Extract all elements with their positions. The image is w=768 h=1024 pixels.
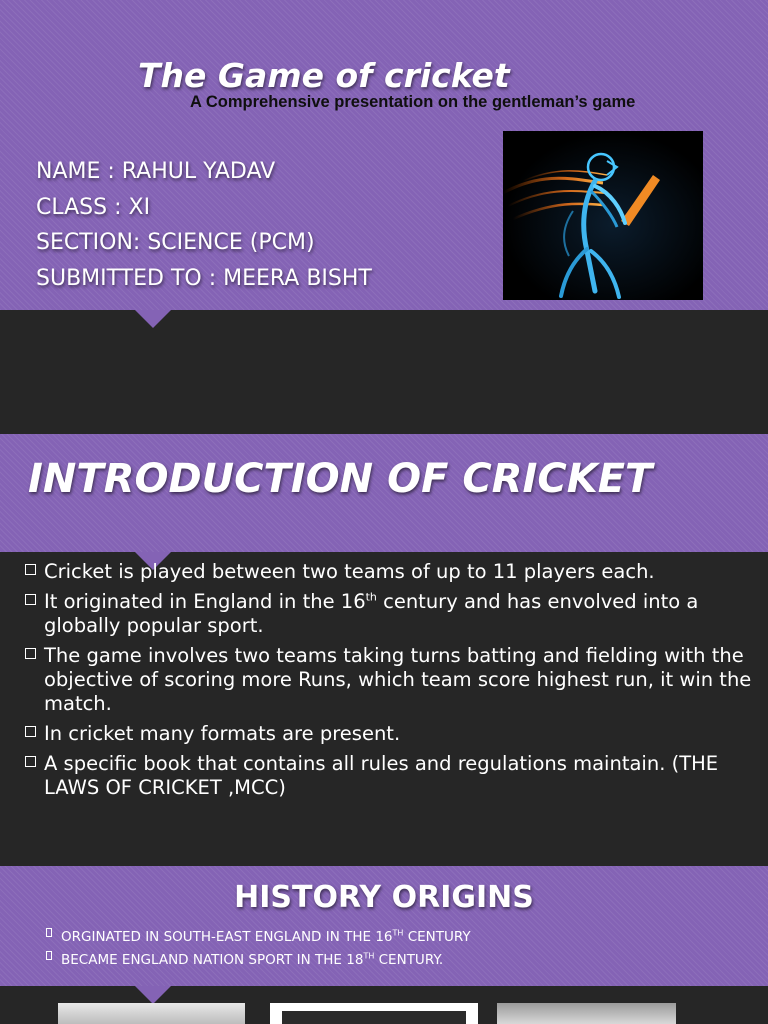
slide3-bullet-list [44,926,471,972]
list-item [22,590,757,638]
history-photo-1 [58,1003,245,1024]
bullet-text [44,590,757,638]
slide1-info-block [36,154,372,296]
info-class: CLASS : XI [36,194,151,220]
bullet-text: The game involves two teams taking turns batting and fielding with the objective of scoring more Runs, which team score highest run, it win the match. [44,644,752,715]
slide3-title: HISTORY ORIGINS [234,880,534,915]
list-item [22,644,757,716]
info-submitted-to: SUBMITTED TO : MEERA BISHT [36,265,372,291]
bullet-text-part: CENTURY [403,929,471,945]
list-item [44,926,471,949]
square-bullet-icon [25,564,36,575]
ordinal-suffix: th [365,590,377,604]
list-item [22,560,757,584]
square-bullet-icon [25,726,36,737]
history-photo-2 [270,1003,478,1024]
square-bullet-icon [25,594,36,605]
cricket-batsman-icon [503,131,703,300]
square-bullet-icon [46,951,52,960]
bullet-text [61,952,443,968]
bullet-text-part: ORGINATED IN SOUTH-EAST ENGLAND IN THE 16 [61,929,393,945]
list-item [44,949,471,972]
slide3-notch [135,986,171,1004]
square-bullet-icon [46,928,52,937]
bullet-text-part: It originated in England in the 16 [44,590,366,613]
bullet-text-part: CENTURY. [374,952,444,968]
bullet-text-part: century and has envolved into a globally popular sport. [44,590,699,637]
bullet-text [61,929,471,945]
ordinal-suffix: TH [392,928,404,938]
square-bullet-icon [25,756,36,767]
bullet-text: In cricket many formats are present. [44,722,401,745]
bullet-text: A specific book that contains all rules and regulations maintain. (THE LAWS OF CRICKET ,MCC) [44,752,719,799]
slide1-dark-area [0,310,768,434]
slide1-notch-redraw [135,310,171,328]
bullet-text-part: BECAME ENGLAND NATION SPORT IN THE 18 [61,952,364,968]
list-item [22,722,757,746]
list-item [22,752,757,800]
info-name: NAME : RAHUL YADAV [36,159,276,184]
bullet-text: Cricket is played between two teams of up to 11 players each. [44,560,655,583]
slide2-bullet-list [22,560,757,806]
slide2-title: INTRODUCTION OF CRICKET [28,456,653,502]
cricket-batsman-image [503,131,703,300]
photo-2-inner [282,1011,466,1024]
square-bullet-icon [25,648,36,659]
info-section: SECTION: SCIENCE (PCM) [36,230,315,255]
slide1-subtitle: A Comprehensive presentation on the gentleman’s game [190,93,636,111]
ordinal-suffix: TH [363,951,375,961]
slide1-title: The Game of cricket [138,56,510,95]
history-photo-3 [497,1003,676,1024]
